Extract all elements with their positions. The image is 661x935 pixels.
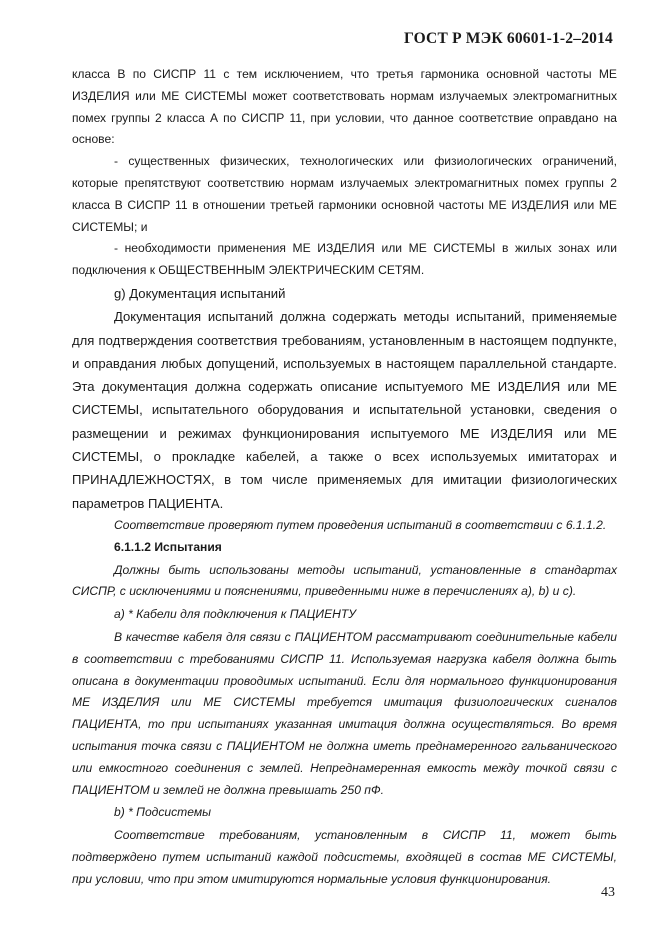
- list-item-necessity: - необходимости применения МЕ ИЗДЕЛИЯ или МЕ СИСТЕМЫ в жилых зонах или подключения к ОБЩЕСТВЕННЫМ ЭЛЕКТРИЧЕСКИМ СЕТЯМ.: [72, 241, 617, 278]
- section-heading-6-1-1-2: 6.1.1.2 Испытания: [114, 539, 222, 554]
- item-a-heading: a) * Кабели для подключения к ПАЦИЕНТУ: [114, 607, 356, 622]
- paragraph-intro: класса В по СИСПР 11 с тем исключением, что третья гармоника основной частоты МЕ ИЗДЕЛИЯ или МЕ СИСТЕМЫ может соответствовать нормам излучаемых электромагнитных помех группы 2 класса А по СИСПР 11, при условии, что данное соответствие оправдано на основе:: [72, 67, 617, 147]
- list-item-limitations: - существенных физических, технологических или физиологических ограничений, которые препятствуют соответствию нормам излучаемых электромагнитных помех группы 2 класса В СИСПР 11 в отношении третьей гармоники основной частоты МЕ ИЗДЕЛИЯ или МЕ СИСТЕМЫ; и: [72, 154, 617, 234]
- compliance-note: Соответствие проверяют путем проведения испытаний в соответствии с 6.1.1.2.: [114, 517, 607, 532]
- subheading-test-documentation: g) Документация испытаний: [114, 285, 286, 301]
- document-body: [72, 64, 617, 890]
- paragraph-test-methods: Должны быть использованы методы испытаний, установленные в стандартах СИСПР, с исключениями и пояснениями, приведенными ниже в перечислениях a), b) и c).: [72, 562, 617, 599]
- item-b-heading: b) * Подсистемы: [114, 805, 212, 820]
- paragraph-patient-cables: В качестве кабеля для связи с ПАЦИЕНТОМ рассматривают соединительные кабели в соответствии с требованиями СИСПР 11. Используемая нагрузка кабеля должна быть описана в документации проводимых испытаний. Если для нормального функционирования МЕ ИЗДЕЛИЯ или МЕ СИСТЕМЫ требуется имитация физиологических сигналов ПАЦИЕНТА, то при испытаниях указанная имитация должна осуществляться. Во время испытания точка связи с ПАЦИЕНТОМ не должна иметь преднамеренного гальванического или емкостного соединения с землей. Непреднамеренная емкость между точкой связи с ПАЦИЕНТОМ и землей не должна превышать 250 пФ.: [72, 629, 617, 797]
- paragraph-subsystems: Соответствие требованиям, установленным в СИСПР 11, может быть подтверждено путем испытаний каждой подсистемы, входящей в состав МЕ СИСТЕМЫ, при условии, что при этом имитируются нормальные условия функционирования.: [72, 828, 617, 886]
- page-number: 43: [601, 885, 615, 900]
- page-header: ГОСТ Р МЭК 60601-1-2–2014: [403, 30, 613, 47]
- paragraph-test-documentation: Документация испытаний должна содержать методы испытаний, применяемые для подтверждения соответствия требованиям, установленным в настоящем подпункте, и оправдания любых допущений, используемых в настоящем параллельной стандарте. Эта документация должна содержать описание испытуемого МЕ ИЗДЕЛИЯ или МЕ СИСТЕМЫ, испытательного оборудования и испытательной установки, сведения о размещении и режимах функционирования испытуемого МЕ ИЗДЕЛИЯ или МЕ СИСТЕМЫ, о прокладке кабелей, а также о всех используемых имитаторах и ПРИНАДЛЕЖНОСТЯХ, в том числе применяемых для имитации физиологических параметров ПАЦИЕНТА.: [72, 309, 617, 511]
